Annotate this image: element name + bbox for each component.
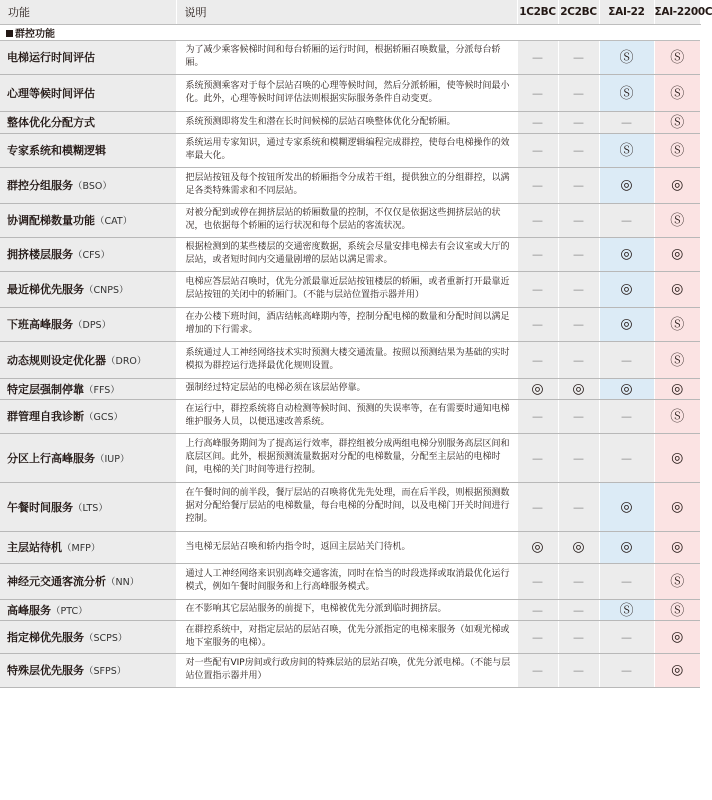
- availability-cell: [599, 307, 654, 341]
- availability-cell: [517, 111, 558, 133]
- availability-cell: [517, 482, 558, 531]
- not-available-icon: —: [621, 214, 632, 227]
- availability-cell: [599, 482, 654, 531]
- not-available-icon: —: [573, 144, 584, 157]
- availability-cell: [558, 307, 599, 341]
- not-available-icon: —: [532, 451, 543, 465]
- not-available-icon: —: [532, 214, 543, 227]
- availability-cell: [517, 433, 558, 482]
- function-name-text: 特定层强制停靠: [7, 382, 84, 396]
- availability-cell: [654, 599, 700, 620]
- availability-cell: [654, 378, 700, 399]
- availability-cell: [654, 167, 700, 203]
- function-description: 电梯应答层站召唤时，优先分派最靠近层站按钮楼层的轿厢，或者重新打开最靠近层站按钮的关闭中的轿厢门。（不能与层站位置指示器并用）: [176, 271, 517, 307]
- optional-feature-icon: ◎: [531, 380, 544, 397]
- availability-cell: [599, 133, 654, 167]
- table-row: [0, 271, 700, 307]
- standard-feature-icon: Ⓢ: [619, 85, 634, 102]
- function-description: 系统预测即将发生和潜在长时间候梯的层站召唤整体优化分配轿厢。: [176, 111, 517, 133]
- table-row: [0, 482, 700, 531]
- function-description: 在不影响其它层站服务的前提下，电梯被优先分派到临时拥挤层。: [176, 599, 517, 620]
- availability-cell: [558, 599, 599, 620]
- availability-cell: [599, 433, 654, 482]
- availability-cell: [558, 111, 599, 133]
- table-row: [0, 237, 700, 271]
- not-available-icon: —: [573, 410, 584, 423]
- function-name: [0, 271, 176, 307]
- not-available-icon: —: [573, 575, 584, 588]
- header-description: 说明: [176, 0, 517, 24]
- availability-cell: [654, 399, 700, 433]
- not-available-icon: —: [573, 86, 584, 100]
- function-name-text: 最近梯优先服务: [7, 283, 84, 296]
- function-name-text: 群控分组服务: [7, 179, 73, 192]
- standard-feature-icon: Ⓢ: [670, 85, 685, 102]
- function-name-text: 指定梯优先服务: [7, 630, 84, 644]
- availability-cell: [599, 531, 654, 563]
- optional-feature-icon: ◎: [572, 380, 585, 397]
- function-name-text: 专家系统和模糊逻辑: [7, 144, 106, 157]
- optional-feature-icon: ◎: [671, 498, 684, 515]
- function-description: 在群控系统中，对指定层站的层站召唤，优先分派指定的电梯来服务（如观光梯或地下室服务的电梯）。: [176, 620, 517, 653]
- standard-feature-icon: Ⓢ: [619, 50, 634, 66]
- standard-feature-icon: Ⓢ: [670, 115, 685, 131]
- not-available-icon: —: [621, 575, 632, 588]
- availability-cell: [599, 563, 654, 599]
- function-name: [0, 74, 176, 111]
- standard-feature-icon: Ⓢ: [670, 50, 685, 66]
- not-available-icon: —: [573, 214, 584, 227]
- not-available-icon: —: [573, 179, 584, 192]
- function-name: [0, 399, 176, 433]
- availability-cell: [517, 237, 558, 271]
- availability-cell: [599, 620, 654, 653]
- not-available-icon: —: [573, 116, 584, 129]
- standard-feature-icon: Ⓢ: [670, 602, 685, 619]
- not-available-icon: —: [621, 451, 632, 465]
- table-row: [0, 653, 700, 687]
- header-model-ai22: ΣAI-22: [599, 0, 654, 24]
- optional-feature-icon: ◎: [620, 539, 633, 555]
- standard-feature-icon: Ⓢ: [670, 352, 685, 369]
- optional-feature-icon: ◎: [620, 498, 633, 515]
- availability-cell: [558, 620, 599, 653]
- optional-feature-icon: ◎: [671, 281, 684, 297]
- function-name: [0, 307, 176, 341]
- function-abbr: （DRO）: [106, 355, 147, 367]
- table-row: [0, 111, 700, 133]
- not-available-icon: —: [532, 575, 543, 588]
- section-title: [0, 24, 700, 40]
- table-header: [0, 0, 700, 24]
- function-name: [0, 237, 176, 271]
- availability-cell: [558, 653, 599, 687]
- header-model-2c2bc: 2C2BC: [558, 0, 599, 24]
- function-abbr: （LTS）: [73, 502, 108, 514]
- function-name-text: 高峰服务: [7, 603, 51, 617]
- availability-cell: [599, 399, 654, 433]
- availability-cell: [558, 563, 599, 599]
- availability-cell: [517, 620, 558, 653]
- optional-feature-icon: ◎: [671, 449, 684, 466]
- function-name: [0, 378, 176, 399]
- standard-feature-icon: Ⓢ: [670, 317, 685, 333]
- availability-cell: [558, 531, 599, 563]
- availability-cell: [599, 653, 654, 687]
- table-row: [0, 563, 700, 599]
- standard-feature-icon: Ⓢ: [670, 143, 685, 159]
- optional-feature-icon: ◎: [620, 246, 633, 262]
- table-row: [0, 620, 700, 653]
- table-row: [0, 167, 700, 203]
- not-available-icon: —: [621, 410, 632, 423]
- table-row: [0, 399, 700, 433]
- availability-cell: [517, 167, 558, 203]
- function-description: 对被分配到或停在拥挤层站的轿厢数量的控制，不仅仅是依据这些拥挤层站的状况，也依据每个轿厢的运行状况和每个层站的客流状况。: [176, 203, 517, 237]
- availability-cell: [654, 111, 700, 133]
- not-available-icon: —: [621, 116, 632, 129]
- not-available-icon: —: [573, 664, 584, 677]
- availability-cell: [558, 433, 599, 482]
- availability-cell: [558, 237, 599, 271]
- optional-feature-icon: ◎: [671, 539, 684, 555]
- function-abbr: （DPS）: [73, 320, 112, 331]
- not-available-icon: —: [532, 500, 543, 514]
- availability-cell: [517, 40, 558, 74]
- square-bullet-icon: [6, 30, 13, 37]
- availability-cell: [517, 378, 558, 399]
- not-available-icon: —: [573, 500, 584, 514]
- function-description: 根据检测到的某些楼层的交通密度数据，系统会尽量安排电梯去有会议室或大厅的层站，或者短时间内交通量剧增的层站以满足需求。: [176, 237, 517, 271]
- optional-feature-icon: ◎: [620, 281, 633, 297]
- table-row: [0, 531, 700, 563]
- function-abbr: （CNPS）: [84, 285, 129, 296]
- not-available-icon: —: [532, 116, 543, 129]
- availability-cell: [599, 237, 654, 271]
- not-available-icon: —: [573, 248, 584, 261]
- function-name: [0, 40, 176, 74]
- availability-cell: [654, 133, 700, 167]
- function-name: [0, 133, 176, 167]
- table-row: [0, 433, 700, 482]
- optional-feature-icon: ◎: [620, 177, 633, 193]
- availability-cell: [558, 74, 599, 111]
- availability-cell: [517, 271, 558, 307]
- availability-cell: [654, 482, 700, 531]
- function-abbr: （MFP）: [62, 543, 101, 554]
- availability-cell: [654, 531, 700, 563]
- not-available-icon: —: [573, 51, 584, 64]
- function-name-text: 神经元交通客流分析: [7, 575, 106, 588]
- availability-cell: [654, 433, 700, 482]
- function-name: [0, 620, 176, 653]
- not-available-icon: —: [532, 86, 543, 100]
- availability-cell: [654, 74, 700, 111]
- availability-cell: [654, 341, 700, 378]
- optional-feature-icon: ◎: [671, 628, 684, 645]
- function-name-text: 午餐时间服务: [7, 500, 73, 514]
- availability-cell: [654, 653, 700, 687]
- function-description: 在办公楼下班时间，酒店结帐高峰期内等，控制分配电梯的数量和分配时间以满足增加的下行需求。: [176, 307, 517, 341]
- table-row: [0, 74, 700, 111]
- section-row: [0, 24, 700, 40]
- function-name-text: 动态规则设定优化器: [7, 353, 106, 367]
- not-available-icon: —: [573, 451, 584, 465]
- section-title-text: 群控功能: [15, 28, 55, 40]
- not-available-icon: —: [532, 410, 543, 423]
- not-available-icon: —: [532, 51, 543, 64]
- standard-feature-icon: Ⓢ: [619, 143, 634, 159]
- header-model-ai2200c: ΣAI-2200C: [654, 0, 700, 24]
- function-description: 强制经过特定层站的电梯必须在该层站停靠。: [176, 378, 517, 399]
- availability-cell: [517, 133, 558, 167]
- availability-cell: [654, 203, 700, 237]
- not-available-icon: —: [573, 283, 584, 296]
- function-name: [0, 531, 176, 563]
- availability-cell: [517, 74, 558, 111]
- function-name-text: 下班高峰服务: [7, 318, 73, 331]
- function-description: 在运行中，群控系统将自动检测等候时间、预测的失误率等，在有需要时通知电梯维护服务人员，以便迅速改善系统。: [176, 399, 517, 433]
- table-row: [0, 341, 700, 378]
- function-abbr: （NN）: [106, 577, 140, 588]
- function-abbr: （BSO）: [73, 181, 112, 192]
- function-description: 上行高峰服务期间为了提高运行效率，群控组被分成两组电梯分别服务高层区间和底层区间。此外，根据预测流量数据对分配的电梯数量，分配至主层站的电梯时间，电梯的关门时间等进行控制。: [176, 433, 517, 482]
- standard-feature-icon: Ⓢ: [670, 409, 685, 425]
- function-name: [0, 482, 176, 531]
- optional-feature-icon: ◎: [620, 380, 633, 397]
- availability-cell: [654, 563, 700, 599]
- function-name: [0, 433, 176, 482]
- not-available-icon: —: [532, 248, 543, 261]
- function-description: 当电梯无层站召唤和轿内指令时，返回主层站关门待机。: [176, 531, 517, 563]
- availability-cell: [599, 111, 654, 133]
- not-available-icon: —: [532, 630, 543, 644]
- table-row: [0, 307, 700, 341]
- availability-cell: [558, 167, 599, 203]
- function-name: [0, 341, 176, 378]
- function-abbr: （FFS）: [84, 384, 120, 396]
- table-row: [0, 203, 700, 237]
- standard-feature-icon: Ⓢ: [670, 213, 685, 229]
- availability-cell: [654, 237, 700, 271]
- availability-cell: [654, 40, 700, 74]
- availability-cell: [517, 563, 558, 599]
- not-available-icon: —: [532, 318, 543, 331]
- optional-feature-icon: ◎: [671, 177, 684, 193]
- not-available-icon: —: [621, 353, 632, 367]
- function-description: 系统预测乘客对于每个层站召唤的心理等候时间，然后分派轿厢，使等候时间最小化。此外，心理等候时间评估法则根据实际服务条件自动变更。: [176, 74, 517, 111]
- availability-cell: [654, 307, 700, 341]
- availability-cell: [599, 378, 654, 399]
- availability-cell: [558, 133, 599, 167]
- availability-cell: [558, 341, 599, 378]
- function-name-text: 特殊层优先服务: [7, 664, 84, 677]
- availability-cell: [599, 167, 654, 203]
- function-abbr: （CAT）: [95, 216, 133, 227]
- availability-cell: [517, 399, 558, 433]
- availability-cell: [599, 341, 654, 378]
- availability-cell: [558, 378, 599, 399]
- not-available-icon: —: [573, 318, 584, 331]
- availability-cell: [599, 40, 654, 74]
- table-row: [0, 599, 700, 620]
- function-name: [0, 563, 176, 599]
- availability-cell: [517, 341, 558, 378]
- standard-feature-icon: Ⓢ: [670, 574, 685, 590]
- availability-cell: [599, 599, 654, 620]
- availability-cell: [599, 203, 654, 237]
- function-description: 系统运用专家知识，通过专家系统和模糊逻辑编程完成群控，使每台电梯操作的效率最大化。: [176, 133, 517, 167]
- not-available-icon: —: [532, 353, 543, 367]
- not-available-icon: —: [573, 603, 584, 617]
- function-name-text: 心理等候时间评估: [7, 86, 95, 100]
- function-description: 为了减少乘客候梯时间和每台轿厢的运行时间，根据轿厢召唤数量，分派每台轿厢。: [176, 40, 517, 74]
- availability-cell: [558, 40, 599, 74]
- availability-cell: [558, 482, 599, 531]
- availability-cell: [558, 399, 599, 433]
- function-name: [0, 599, 176, 620]
- function-name: [0, 653, 176, 687]
- function-abbr: （CFS）: [73, 250, 110, 261]
- function-description: 把层站按钮及每个按钮所发出的轿厢指令分成若干组，提供独立的分组群控，以满足各类特殊需求和不同层站。: [176, 167, 517, 203]
- function-name-text: 整体优化分配方式: [7, 116, 95, 129]
- function-abbr: （SCPS）: [84, 632, 128, 644]
- function-name: [0, 167, 176, 203]
- availability-cell: [599, 74, 654, 111]
- availability-cell: [599, 271, 654, 307]
- not-available-icon: —: [532, 179, 543, 192]
- function-description: 对一些配有VIP房间或行政房间的特殊层站的层站召唤，优先分派电梯。（不能与层站位置指示器并用）: [176, 653, 517, 687]
- availability-cell: [654, 271, 700, 307]
- not-available-icon: —: [532, 664, 543, 677]
- not-available-icon: —: [621, 664, 632, 677]
- not-available-icon: —: [532, 603, 543, 617]
- function-description: 在午餐时间的前半段，餐厅层站的召唤将优先先处理，而在后半段，则根据预测数据对分配给餐厅层站的电梯数量，每台电梯的分配时间，以及电梯门开关时间进行控制。: [176, 482, 517, 531]
- optional-feature-icon: ◎: [671, 662, 684, 678]
- function-name-text: 分区上行高峰服务: [7, 451, 95, 465]
- function-description: 系统通过人工神经网络技术实时预测大楼交通流量。按照以预测结果为基础的实时模拟为群控运行选择最优化规则设置。: [176, 341, 517, 378]
- function-name-text: 主层站待机: [7, 541, 62, 554]
- header-model-1c2bc: 1C2BC: [517, 0, 558, 24]
- function-abbr: （SFPS）: [84, 666, 127, 677]
- function-name-text: 拥挤楼层服务: [7, 248, 73, 261]
- not-available-icon: —: [532, 144, 543, 157]
- not-available-icon: —: [621, 630, 632, 644]
- optional-feature-icon: ◎: [671, 380, 684, 397]
- optional-feature-icon: ◎: [671, 246, 684, 262]
- header-function: 功能: [0, 0, 176, 24]
- function-name: [0, 111, 176, 133]
- availability-cell: [517, 531, 558, 563]
- availability-cell: [517, 203, 558, 237]
- function-abbr: （PTC）: [51, 605, 88, 617]
- not-available-icon: —: [532, 283, 543, 296]
- function-description: 通过人工神经网络来识别高峰交通客流，同时在恰当的时段选择或取消最优化运行模式，例如午餐时间服务和上行高峰服务模式。: [176, 563, 517, 599]
- function-name-text: 协调配梯数量功能: [7, 214, 95, 227]
- standard-feature-icon: Ⓢ: [619, 602, 634, 619]
- function-abbr: （GCS）: [84, 412, 124, 423]
- availability-cell: [558, 203, 599, 237]
- table-row: [0, 40, 700, 74]
- function-name-text: 群管理自我诊断: [7, 410, 84, 423]
- availability-cell: [517, 307, 558, 341]
- function-name-text: 电梯运行时间评估: [7, 51, 95, 64]
- table-row: [0, 378, 700, 399]
- not-available-icon: —: [573, 630, 584, 644]
- availability-cell: [558, 271, 599, 307]
- table-row: [0, 133, 700, 167]
- function-abbr: （IUP）: [95, 453, 130, 465]
- not-available-icon: —: [573, 353, 584, 367]
- optional-feature-icon: ◎: [620, 316, 633, 332]
- availability-cell: [517, 653, 558, 687]
- optional-feature-icon: ◎: [531, 539, 544, 555]
- optional-feature-icon: ◎: [572, 539, 585, 555]
- availability-cell: [654, 620, 700, 653]
- function-name: [0, 203, 176, 237]
- availability-cell: [517, 599, 558, 620]
